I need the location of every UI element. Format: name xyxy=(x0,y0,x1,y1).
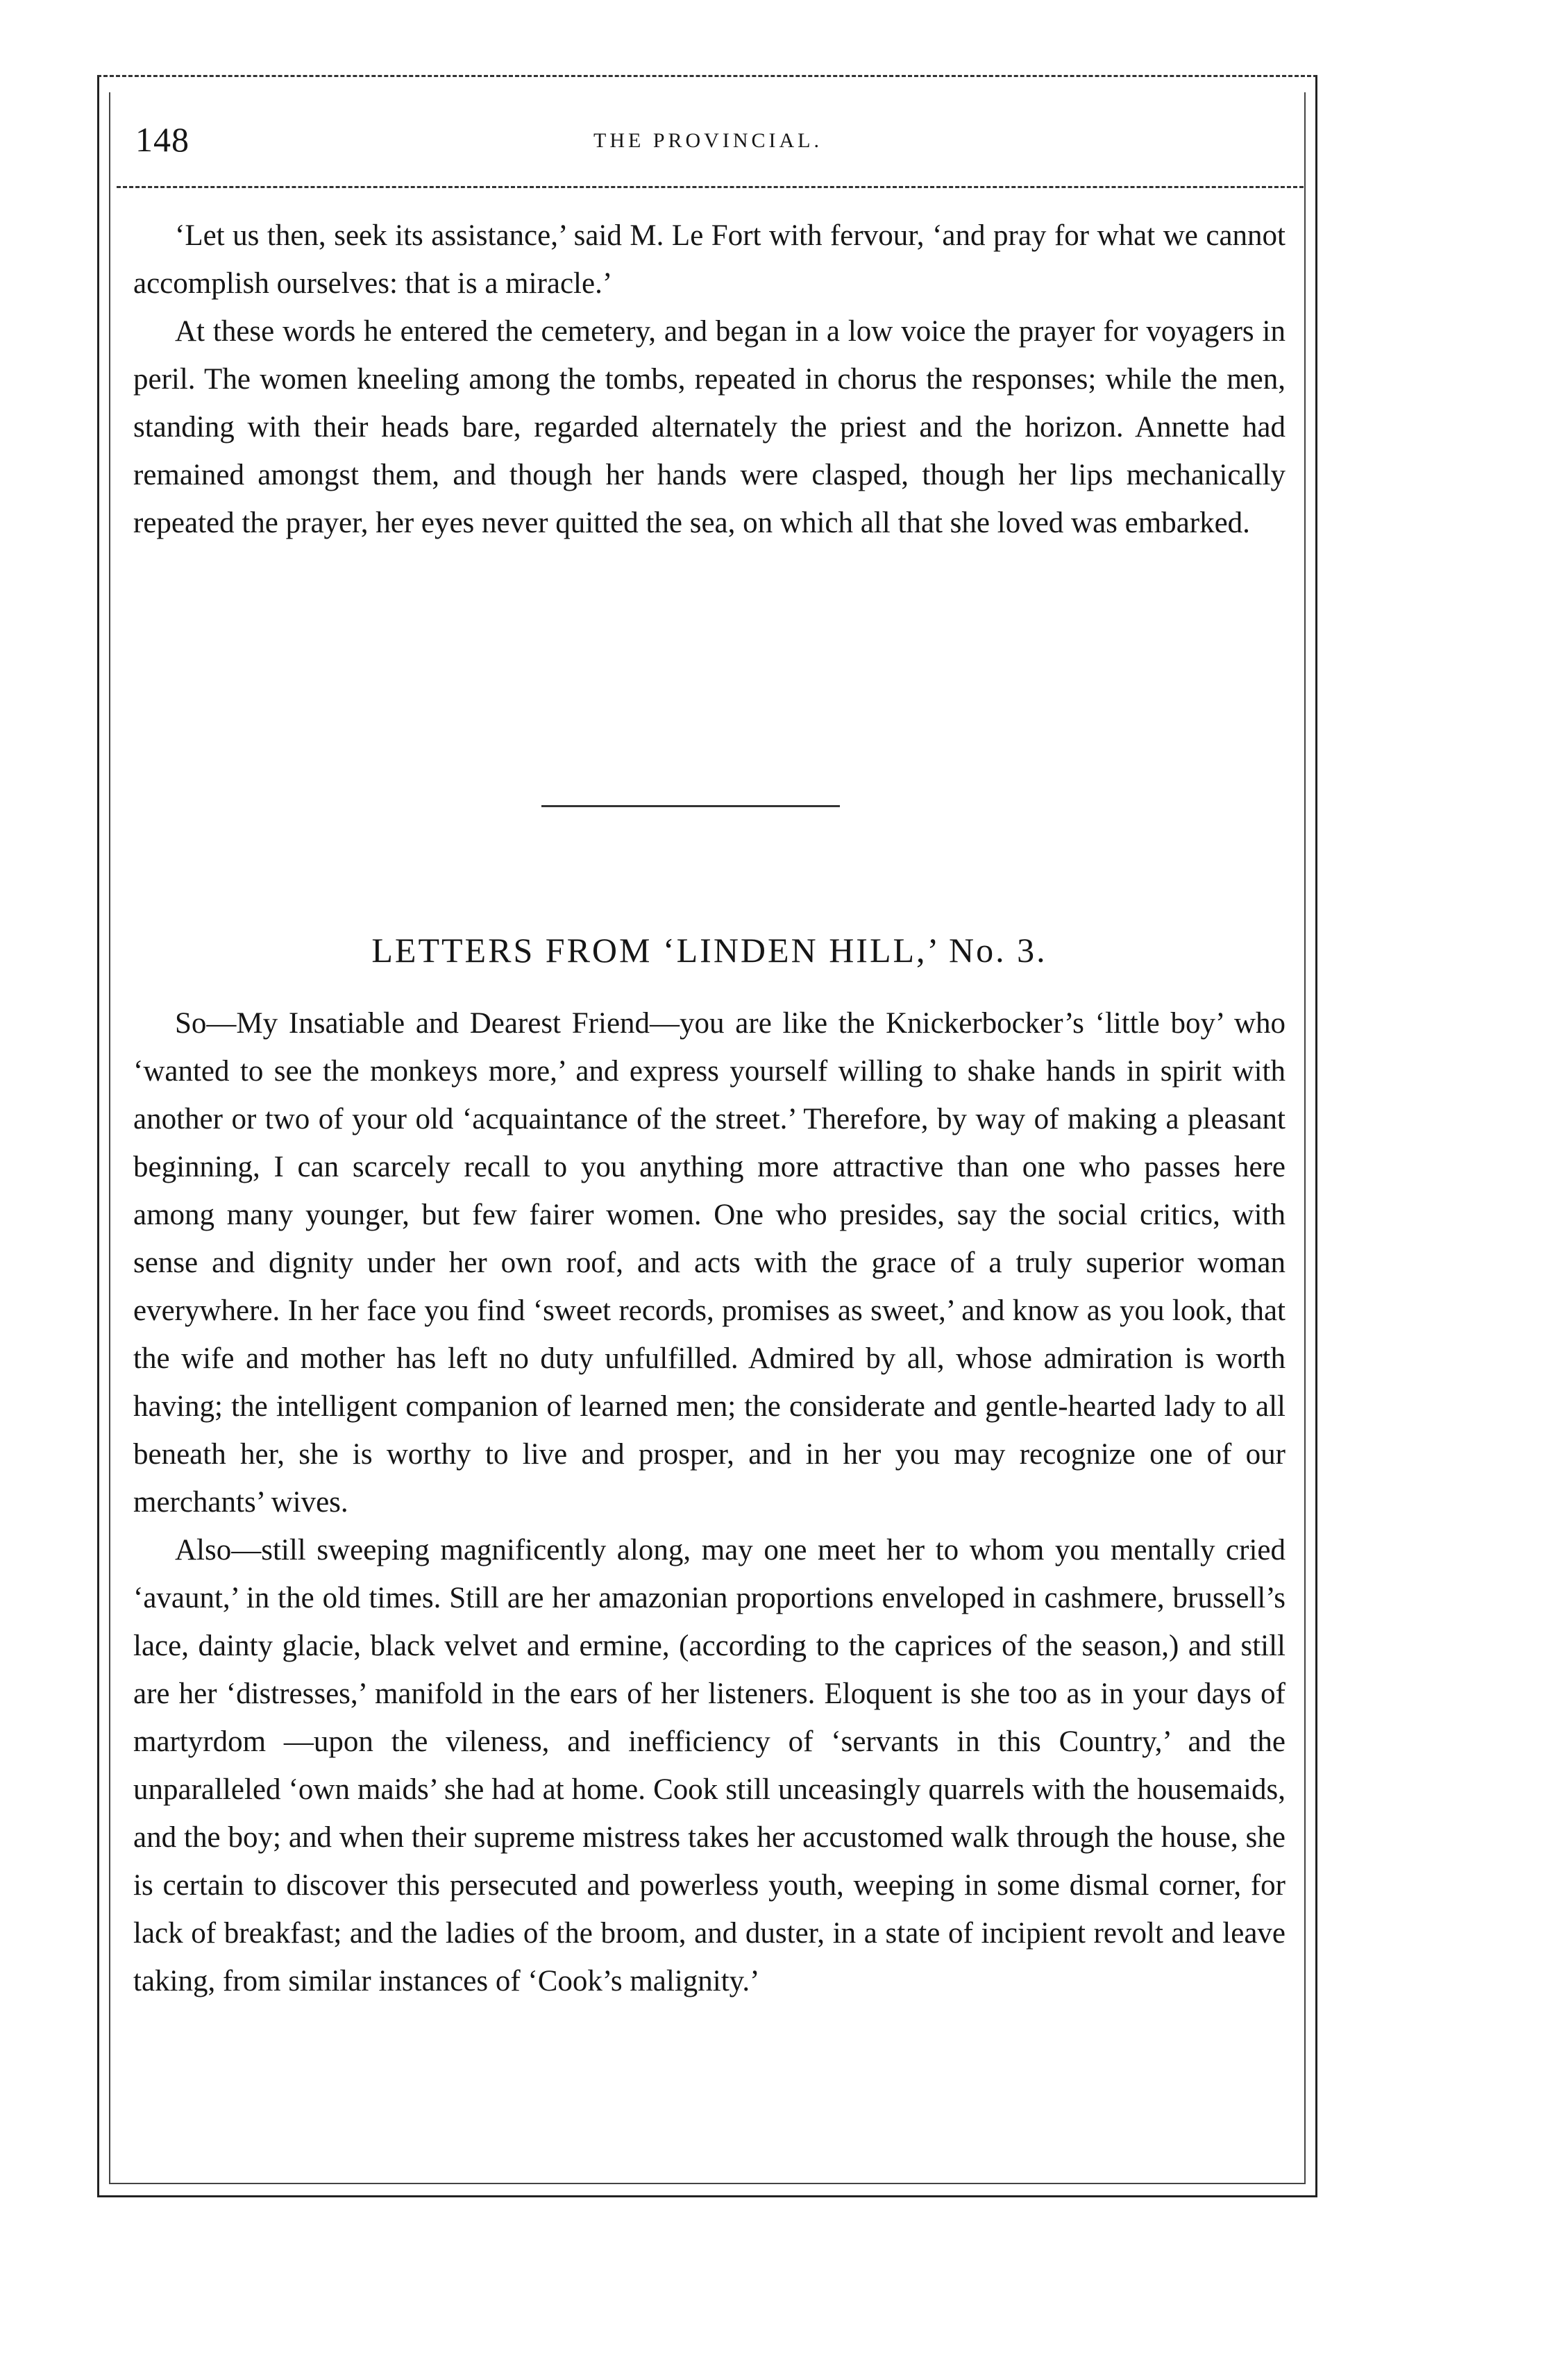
page-number: 148 xyxy=(135,120,189,159)
page-header xyxy=(135,119,1281,175)
section-divider xyxy=(541,805,840,807)
header-rule xyxy=(117,186,1304,188)
story-paragraph: At these words he entered the cemetery, and began in a low voice the prayer for voyagers in peril. The women kneeling among the tombs, repeated in chorus the responses; while the men, standing with their heads bare, regarded alternately the priest and the horizon. Annette had remained amongst them, and though her hands were clasped, though her lips mechanically repeated the prayer, her eyes never quitted the sea, on which all that she loved was embarked. xyxy=(133,315,1285,539)
story-paragraph: ‘Let us then, seek its assistance,’ said M. Le Fort with fervour, ‘and pray for what we cannot accomplish ourselves: that is a miracle.’ xyxy=(133,219,1285,300)
running-title: THE PROVINCIAL. xyxy=(593,129,823,152)
letters-article xyxy=(133,999,1285,2005)
story-conclusion xyxy=(133,212,1285,547)
article-paragraph: Also—still sweeping magnificently along, may one meet her to whom you mentally cried ‘avaunt,’ in the old times. Still are her amazonian proportions enveloped in cashmere, brussell’s lace, dainty glacie, black velvet and ermine, (according to the caprices of the season,) and still are her ‘distresses,’ manifold in the ears of her listeners. Eloquent is she too as in your days of martyrdom —upon the vileness, and inefficiency of ‘servants in this Country,’ and the unparalleled ‘own maids’ she had at home. Cook still unceasingly quarrels with the housemaids, and the boy; and when their supreme mistress takes her accustomed walk through the house, she is certain to discover this persecuted and powerless youth, weeping in some dismal corner, for lack of breakfast; and the ladies of the broom, and duster, in a state of incipient revolt and leave taking, from similar instances of ‘Cook’s malignity.’ xyxy=(133,1534,1285,1997)
article-paragraph: So—My Insatiable and Dearest Friend—you are like the Knickerbocker’s ‘little boy’ who ‘wanted to see the monkeys more,’ and express yourself willing to shake hands in spirit with another or two of your old ‘acquaintance of the street.’ Therefore, by way of making a pleasant beginning, I can scarcely recall to you anything more attractive than one who passes here among many younger, but few fairer women. One who presides, say the social critics, with sense and dignity under her own roof, and acts with the grace of a truly superior woman everywhere. In her face you find ‘sweet records, promises as sweet,’ and know as you look, that the wife and mother has left no duty unfulfilled. Admired by all, whose admiration is worth having; the intelligent companion of learned men; the considerate and gentle-hearted lady to all beneath her, she is worthy to live and prosper, and in her you may recognize one of our merchants’ wives. xyxy=(133,1007,1285,1519)
article-title: LETTERS FROM ‘LINDEN HILL,’ No. 3. xyxy=(371,931,1047,970)
